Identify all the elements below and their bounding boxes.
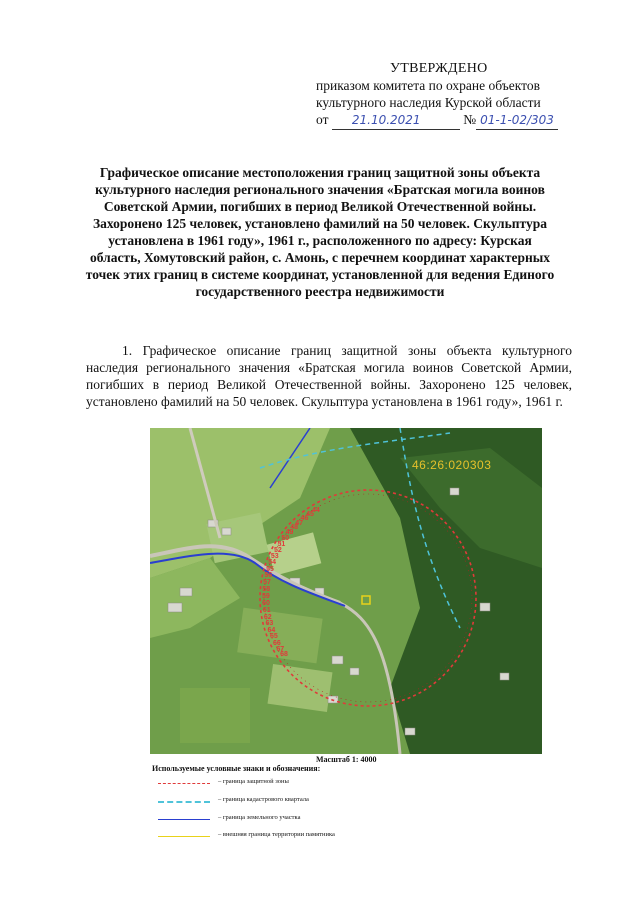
- approval-line-1: приказом комитета по охране объектов: [316, 78, 540, 93]
- boundary-point-label: 50: [281, 534, 290, 542]
- legend-line-monument-territory: [158, 836, 210, 837]
- paragraph-1: 1. Графическое описание границ защитной зоны объекта культурного наследия регионального значения «Братская могила воинов Советской Армии, погибших в период Великой Отечественной войны. Захоронено 125 человек, установлено фамилий на 50 человек. Скульптура установлена в 1961 году», 1961 г.: [86, 343, 572, 409]
- legend-label-cadastral-quarter: – граница кадастрового квартала: [218, 796, 309, 803]
- legend-line-cadastral-quarter: [158, 801, 210, 803]
- boundary-point-label: 56: [264, 572, 273, 580]
- legend-item-monument-territory: [158, 832, 458, 842]
- legend-line-land-parcel: [158, 819, 210, 820]
- legend-title: Используемые условные знаки и обозначения:: [152, 764, 321, 773]
- legend-line-protection-zone: [158, 783, 210, 784]
- boundary-point-label: 46: [300, 515, 309, 523]
- approval-title: УТВЕРЖДЕНО: [390, 61, 488, 76]
- cadastral-label: 46:26:020303: [412, 458, 492, 472]
- boundary-point-label: 49: [285, 529, 294, 537]
- boundary-point-label: 63: [265, 620, 274, 628]
- boundary-point-label: 44: [312, 507, 320, 515]
- boundary-point-label: 60: [262, 599, 270, 607]
- boundary-point-label: 64: [267, 626, 276, 634]
- number-value: 01-1-02/303: [476, 112, 558, 130]
- legend-item-protection-zone: [158, 779, 458, 789]
- boundary-point-label: 55: [266, 565, 274, 573]
- date-value: 21.10.2021: [332, 112, 460, 130]
- legend-label-land-parcel: – граница земельного участка: [218, 814, 301, 821]
- boundary-point-label: 61: [262, 606, 271, 614]
- boundary-point-label: 67: [276, 645, 285, 653]
- boundary-point-label: 54: [268, 559, 277, 567]
- approval-line-2: культурного наследия Курской области: [316, 95, 541, 110]
- approval-date-line: [316, 111, 616, 130]
- boundary-point-label: 58: [262, 586, 271, 593]
- approval-block: [316, 60, 616, 130]
- legend-item-cadastral-quarter: [158, 797, 458, 807]
- legend-label-protection-zone: – граница защитной зоны: [218, 778, 289, 785]
- boundary-point-label: 47: [295, 519, 304, 527]
- boundary-point-label: 57: [263, 579, 271, 587]
- legend-item-land-parcel: [158, 815, 458, 825]
- satellite-map: [150, 428, 542, 754]
- boundary-point-label: 66: [272, 639, 281, 647]
- boundary-point-label: 68: [280, 651, 288, 659]
- boundary-point-label: 51: [277, 540, 286, 548]
- legend-label-monument-territory: – внешняя граница территории памятника: [218, 831, 335, 838]
- date-prefix: от: [316, 112, 329, 127]
- boundary-point-label: 53: [270, 552, 279, 560]
- boundary-point-label: 62: [263, 613, 272, 621]
- boundary-point-label: 59: [262, 592, 270, 600]
- number-prefix: №: [463, 112, 477, 127]
- document-heading: Графическое описание местоположения границ защитной зоны объекта культурного наследия регионального значения «Братская могила воинов Советской Армии, погибших в период Великой Отечественной войны. Захоронено 125 человек, установлено фамилий на 50 человек. Скульптура установлена в 1961 году», 1961 г., расположенного по адресу: Курская область, Хомутовский район, с. Амонь, с перечнем координат характерных точек этих границ в системе координат, установленной для ведения Единого государственного реестра недвижимости: [85, 165, 555, 299]
- boundary-point-label: 48: [290, 524, 299, 532]
- boundary-point-label: 65: [270, 633, 278, 641]
- map-scale: Масштаб 1: 4000: [316, 755, 377, 764]
- boundary-point-label: 52: [273, 546, 282, 554]
- boundary-point-label: 45: [306, 511, 314, 519]
